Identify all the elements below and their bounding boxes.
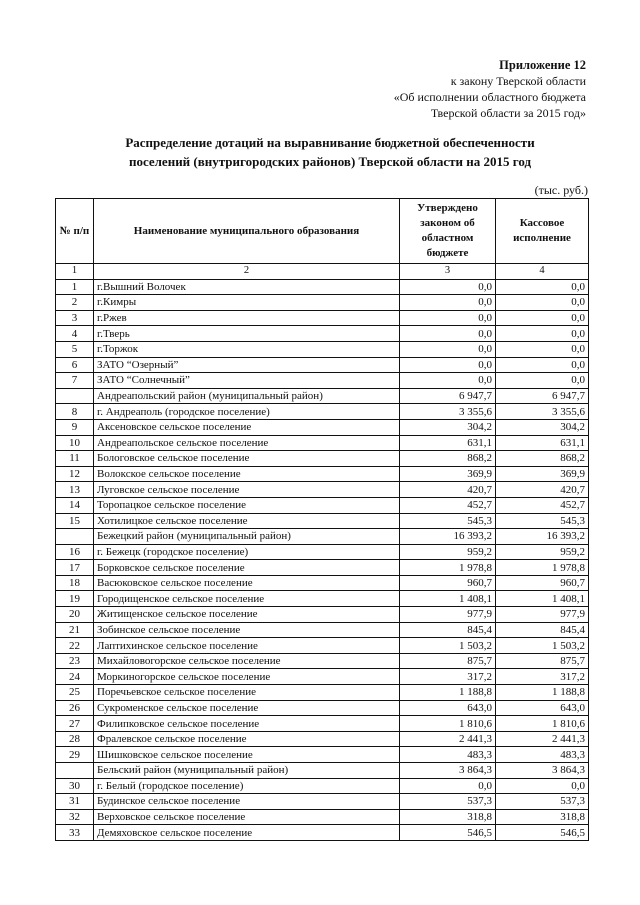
municipality-name-cell: Бельский район (муниципальный район) bbox=[94, 763, 400, 779]
appendix-line-3: Тверской области за 2015 год» bbox=[430, 106, 586, 120]
row-number-cell: 1 bbox=[56, 279, 94, 295]
row-number-cell: 22 bbox=[56, 638, 94, 654]
executed-amount-cell: 1 188,8 bbox=[496, 685, 589, 701]
municipality-name-cell: г.Торжок bbox=[94, 341, 400, 357]
approved-amount-cell: 0,0 bbox=[400, 295, 496, 311]
municipality-name-cell: Аксеновское сельское поселение bbox=[94, 419, 400, 435]
row-number-cell: 24 bbox=[56, 669, 94, 685]
executed-amount-cell: 6 947,7 bbox=[496, 388, 589, 404]
municipality-name-cell: ЗАТО “Озерный” bbox=[94, 357, 400, 373]
approved-amount-cell: 0,0 bbox=[400, 357, 496, 373]
approved-amount-cell: 304,2 bbox=[400, 419, 496, 435]
table-row bbox=[56, 295, 589, 311]
executed-amount-cell: 3 864,3 bbox=[496, 763, 589, 779]
approved-amount-cell: 1 503,2 bbox=[400, 638, 496, 654]
municipality-name-cell: Борковское сельское поселение bbox=[94, 560, 400, 576]
executed-amount-cell: 483,3 bbox=[496, 747, 589, 763]
table-row bbox=[56, 529, 589, 545]
table-row bbox=[56, 794, 589, 810]
table-row bbox=[56, 653, 589, 669]
municipality-name-cell: Фралевское сельское поселение bbox=[94, 731, 400, 747]
executed-amount-cell: 3 355,6 bbox=[496, 404, 589, 420]
executed-amount-cell: 0,0 bbox=[496, 373, 589, 389]
table-header-row bbox=[56, 199, 589, 264]
municipality-name-cell: г.Ржев bbox=[94, 310, 400, 326]
header-name: Наименование муниципального образования bbox=[94, 199, 400, 264]
approved-amount-cell: 0,0 bbox=[400, 279, 496, 295]
row-number-cell: 21 bbox=[56, 622, 94, 638]
executed-amount-cell: 537,3 bbox=[496, 794, 589, 810]
table-row bbox=[56, 638, 589, 654]
municipality-name-cell: Городищенское сельское поселение bbox=[94, 591, 400, 607]
row-number-cell: 13 bbox=[56, 482, 94, 498]
executed-amount-cell: 369,9 bbox=[496, 466, 589, 482]
municipality-name-cell: Бежецкий район (муниципальный район) bbox=[94, 529, 400, 545]
row-number-cell: 9 bbox=[56, 419, 94, 435]
municipality-name-cell: Шишковское сельское поселение bbox=[94, 747, 400, 763]
approved-amount-cell: 960,7 bbox=[400, 575, 496, 591]
municipality-name-cell: г.Вышний Волочек bbox=[94, 279, 400, 295]
executed-amount-cell: 318,8 bbox=[496, 809, 589, 825]
table-row bbox=[56, 357, 589, 373]
document-title-line-2: поселений (внутригородских районов) Тверской области на 2015 год bbox=[128, 154, 532, 169]
executed-amount-cell: 0,0 bbox=[496, 310, 589, 326]
row-number-cell bbox=[56, 763, 94, 779]
row-number-cell: 2 bbox=[56, 295, 94, 311]
municipality-name-cell: Сукроменское сельское поселение bbox=[94, 700, 400, 716]
row-number-cell: 19 bbox=[56, 591, 94, 607]
row-number-cell: 5 bbox=[56, 341, 94, 357]
executed-amount-cell: 2 441,3 bbox=[496, 731, 589, 747]
header-approved: Утверждено законом об областном бюджете bbox=[400, 199, 496, 264]
row-number-cell: 27 bbox=[56, 716, 94, 732]
municipality-name-cell: Зобинское сельское поселение bbox=[94, 622, 400, 638]
municipality-name-cell: Бологовское сельское поселение bbox=[94, 451, 400, 467]
table-row bbox=[56, 497, 589, 513]
row-number-cell: 6 bbox=[56, 357, 94, 373]
approved-amount-cell: 1 408,1 bbox=[400, 591, 496, 607]
executed-amount-cell: 1 503,2 bbox=[496, 638, 589, 654]
municipality-name-cell: Демяховское сельское поселение bbox=[94, 825, 400, 841]
row-number-cell: 11 bbox=[56, 451, 94, 467]
document-title-line-1: Распределение дотаций на выравнивание бюджетной обеспеченности bbox=[125, 135, 535, 150]
approved-amount-cell: 546,5 bbox=[400, 825, 496, 841]
executed-amount-cell: 0,0 bbox=[496, 295, 589, 311]
approved-amount-cell: 6 947,7 bbox=[400, 388, 496, 404]
row-number-cell: 16 bbox=[56, 544, 94, 560]
executed-amount-cell: 0,0 bbox=[496, 341, 589, 357]
approved-amount-cell: 0,0 bbox=[400, 310, 496, 326]
table-row bbox=[56, 482, 589, 498]
table-row bbox=[56, 419, 589, 435]
municipality-name-cell: Андреапольское сельское поселение bbox=[94, 435, 400, 451]
municipality-name-cell: Торопацкое сельское поселение bbox=[94, 497, 400, 513]
municipality-name-cell: г. Бежецк (городское поселение) bbox=[94, 544, 400, 560]
row-number-cell: 7 bbox=[56, 373, 94, 389]
document-title bbox=[70, 133, 590, 171]
executed-amount-cell: 0,0 bbox=[496, 326, 589, 342]
table-row bbox=[56, 716, 589, 732]
table-row bbox=[56, 373, 589, 389]
table-row bbox=[56, 747, 589, 763]
executed-amount-cell: 959,2 bbox=[496, 544, 589, 560]
approved-amount-cell: 16 393,2 bbox=[400, 529, 496, 545]
unit-label: (тыс. руб.) bbox=[534, 183, 588, 197]
approved-amount-cell: 1 188,8 bbox=[400, 685, 496, 701]
column-number-3: 3 bbox=[400, 264, 496, 280]
table-row bbox=[56, 763, 589, 779]
approved-amount-cell: 483,3 bbox=[400, 747, 496, 763]
executed-amount-cell: 868,2 bbox=[496, 451, 589, 467]
table-row bbox=[56, 591, 589, 607]
municipality-name-cell: Лаптихинское сельское поселение bbox=[94, 638, 400, 654]
appendix-title: Приложение 12 bbox=[499, 58, 586, 72]
approved-amount-cell: 875,7 bbox=[400, 653, 496, 669]
executed-amount-cell: 631,1 bbox=[496, 435, 589, 451]
table-row bbox=[56, 809, 589, 825]
table-row bbox=[56, 544, 589, 560]
approved-amount-cell: 317,2 bbox=[400, 669, 496, 685]
table-row bbox=[56, 778, 589, 794]
executed-amount-cell: 546,5 bbox=[496, 825, 589, 841]
column-number-4: 4 bbox=[496, 264, 589, 280]
header-executed: Кассовое исполнение bbox=[496, 199, 589, 264]
approved-amount-cell: 977,9 bbox=[400, 607, 496, 623]
municipality-name-cell: Андреапольский район (муниципальный район) bbox=[94, 388, 400, 404]
approved-amount-cell: 0,0 bbox=[400, 326, 496, 342]
executed-amount-cell: 420,7 bbox=[496, 482, 589, 498]
column-number-2: 2 bbox=[94, 264, 400, 280]
table-row bbox=[56, 825, 589, 841]
municipality-name-cell: Хотилицкое сельское поселение bbox=[94, 513, 400, 529]
municipality-name-cell: Филипковское сельское поселение bbox=[94, 716, 400, 732]
row-number-cell: 33 bbox=[56, 825, 94, 841]
table-row bbox=[56, 435, 589, 451]
approved-amount-cell: 0,0 bbox=[400, 778, 496, 794]
approved-amount-cell: 537,3 bbox=[400, 794, 496, 810]
table-body bbox=[56, 279, 589, 840]
table-row bbox=[56, 279, 589, 295]
row-number-cell: 18 bbox=[56, 575, 94, 591]
approved-amount-cell: 868,2 bbox=[400, 451, 496, 467]
approved-amount-cell: 452,7 bbox=[400, 497, 496, 513]
approved-amount-cell: 1 810,6 bbox=[400, 716, 496, 732]
row-number-cell: 8 bbox=[56, 404, 94, 420]
approved-amount-cell: 318,8 bbox=[400, 809, 496, 825]
approved-amount-cell: 3 355,6 bbox=[400, 404, 496, 420]
municipality-name-cell: г.Кимры bbox=[94, 295, 400, 311]
row-number-cell: 25 bbox=[56, 685, 94, 701]
executed-amount-cell: 1 810,6 bbox=[496, 716, 589, 732]
table-row bbox=[56, 669, 589, 685]
municipality-name-cell: г. Белый (городское поселение) bbox=[94, 778, 400, 794]
executed-amount-cell: 977,9 bbox=[496, 607, 589, 623]
row-number-cell: 20 bbox=[56, 607, 94, 623]
table-row bbox=[56, 560, 589, 576]
executed-amount-cell: 317,2 bbox=[496, 669, 589, 685]
table-row bbox=[56, 404, 589, 420]
table-row bbox=[56, 700, 589, 716]
approved-amount-cell: 420,7 bbox=[400, 482, 496, 498]
approved-amount-cell: 631,1 bbox=[400, 435, 496, 451]
executed-amount-cell: 0,0 bbox=[496, 357, 589, 373]
executed-amount-cell: 1 978,8 bbox=[496, 560, 589, 576]
executed-amount-cell: 845,4 bbox=[496, 622, 589, 638]
executed-amount-cell: 545,3 bbox=[496, 513, 589, 529]
row-number-cell: 14 bbox=[56, 497, 94, 513]
row-number-cell: 10 bbox=[56, 435, 94, 451]
municipality-name-cell: Волокское сельское поселение bbox=[94, 466, 400, 482]
municipality-name-cell: г. Андреаполь (городское поселение) bbox=[94, 404, 400, 420]
appendix-block bbox=[394, 57, 586, 121]
appendix-line-2: «Об исполнении областного бюджета bbox=[393, 90, 586, 104]
table-row bbox=[56, 310, 589, 326]
row-number-cell bbox=[56, 388, 94, 404]
table-row bbox=[56, 513, 589, 529]
approved-amount-cell: 3 864,3 bbox=[400, 763, 496, 779]
municipality-name-cell: ЗАТО “Солнечный” bbox=[94, 373, 400, 389]
executed-amount-cell: 16 393,2 bbox=[496, 529, 589, 545]
table-row bbox=[56, 685, 589, 701]
table-row bbox=[56, 607, 589, 623]
row-number-cell: 3 bbox=[56, 310, 94, 326]
municipality-name-cell: Луговское сельское поселение bbox=[94, 482, 400, 498]
approved-amount-cell: 369,9 bbox=[400, 466, 496, 482]
row-number-cell: 31 bbox=[56, 794, 94, 810]
table-row bbox=[56, 466, 589, 482]
municipality-name-cell: Будинское сельское поселение bbox=[94, 794, 400, 810]
table-row bbox=[56, 388, 589, 404]
table-row bbox=[56, 622, 589, 638]
column-number-1: 1 bbox=[56, 264, 94, 280]
executed-amount-cell: 452,7 bbox=[496, 497, 589, 513]
row-number-cell: 26 bbox=[56, 700, 94, 716]
municipality-name-cell: Поречьевское сельское поселение bbox=[94, 685, 400, 701]
approved-amount-cell: 1 978,8 bbox=[400, 560, 496, 576]
municipality-name-cell: Михайловогорское сельское поселение bbox=[94, 653, 400, 669]
row-number-cell: 15 bbox=[56, 513, 94, 529]
table-row bbox=[56, 326, 589, 342]
municipality-name-cell: г.Тверь bbox=[94, 326, 400, 342]
row-number-cell: 29 bbox=[56, 747, 94, 763]
executed-amount-cell: 0,0 bbox=[496, 778, 589, 794]
municipality-name-cell: Васюковское сельское поселение bbox=[94, 575, 400, 591]
row-number-cell: 32 bbox=[56, 809, 94, 825]
municipality-name-cell: Моркиногорское сельское поселение bbox=[94, 669, 400, 685]
row-number-cell: 30 bbox=[56, 778, 94, 794]
table-row bbox=[56, 575, 589, 591]
table-row bbox=[56, 451, 589, 467]
row-number-cell: 23 bbox=[56, 653, 94, 669]
row-number-cell: 4 bbox=[56, 326, 94, 342]
budget-table bbox=[55, 198, 589, 841]
approved-amount-cell: 643,0 bbox=[400, 700, 496, 716]
row-number-cell bbox=[56, 529, 94, 545]
municipality-name-cell: Верховское сельское поселение bbox=[94, 809, 400, 825]
executed-amount-cell: 0,0 bbox=[496, 279, 589, 295]
row-number-cell: 28 bbox=[56, 731, 94, 747]
table-row bbox=[56, 341, 589, 357]
table-row bbox=[56, 731, 589, 747]
executed-amount-cell: 1 408,1 bbox=[496, 591, 589, 607]
row-number-cell: 12 bbox=[56, 466, 94, 482]
approved-amount-cell: 2 441,3 bbox=[400, 731, 496, 747]
approved-amount-cell: 959,2 bbox=[400, 544, 496, 560]
row-number-cell: 17 bbox=[56, 560, 94, 576]
approved-amount-cell: 545,3 bbox=[400, 513, 496, 529]
approved-amount-cell: 845,4 bbox=[400, 622, 496, 638]
approved-amount-cell: 0,0 bbox=[400, 373, 496, 389]
executed-amount-cell: 875,7 bbox=[496, 653, 589, 669]
appendix-line-1: к закону Тверской области bbox=[450, 74, 586, 88]
executed-amount-cell: 960,7 bbox=[496, 575, 589, 591]
executed-amount-cell: 643,0 bbox=[496, 700, 589, 716]
column-number-row bbox=[56, 264, 589, 280]
executed-amount-cell: 304,2 bbox=[496, 419, 589, 435]
municipality-name-cell: Житищенское сельское поселение bbox=[94, 607, 400, 623]
header-num: № п/п bbox=[56, 199, 94, 264]
approved-amount-cell: 0,0 bbox=[400, 341, 496, 357]
